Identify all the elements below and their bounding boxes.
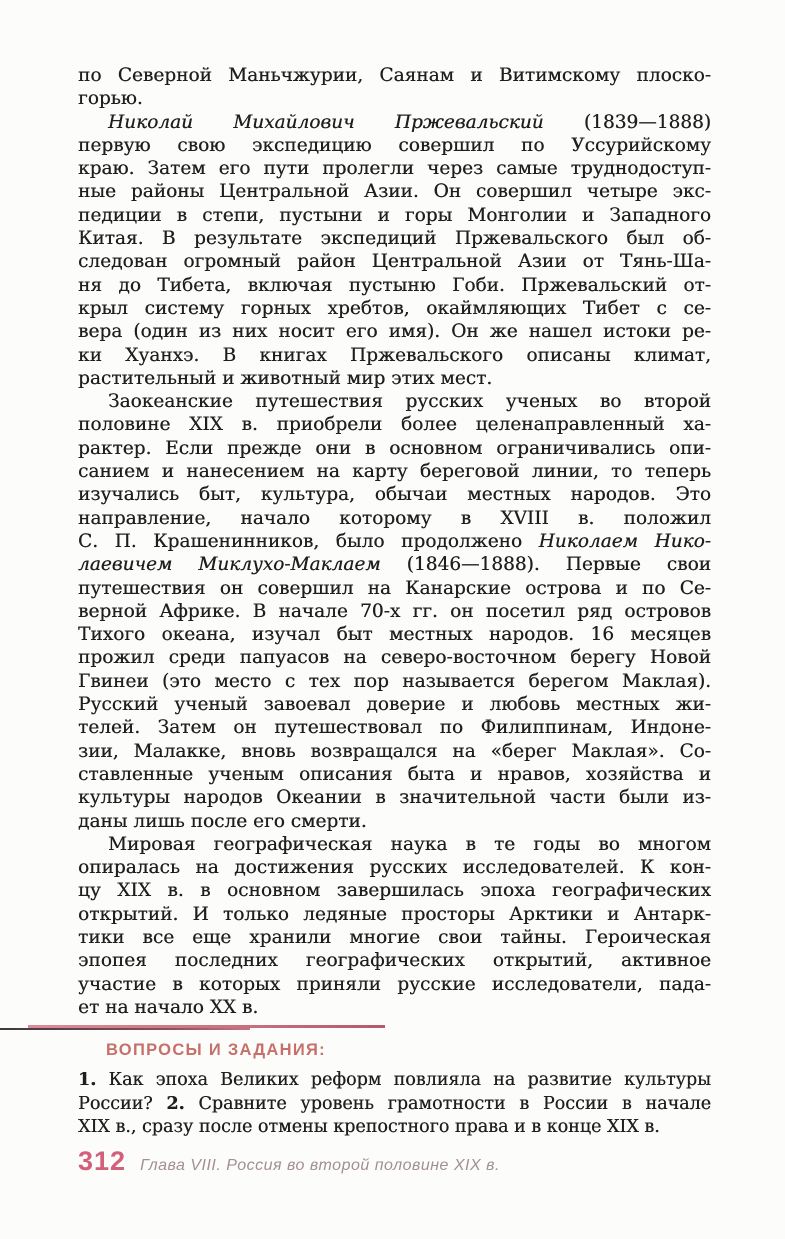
paragraph [78, 390, 711, 833]
text-line [78, 646, 711, 669]
text-segment: прожил среди папуасов на северо-восточном берегу Новой [78, 647, 711, 669]
text-line [78, 437, 711, 460]
text-line [78, 413, 711, 436]
text-line [78, 810, 711, 833]
text-line [78, 763, 711, 786]
text-line [78, 670, 711, 693]
text-line [78, 64, 711, 87]
text-line [78, 973, 711, 996]
text-segment: тики все еще хранили многие свои тайны. Героическая [78, 926, 711, 948]
text-segment: даны лишь после его смерти. [78, 810, 367, 832]
text-segment: вера (один из них носит его имя). Он же нашел истоки ре- [78, 321, 711, 343]
text-line [78, 693, 711, 716]
text-segment: краю. Затем его пути пролегли через самые труднодоступ- [78, 158, 711, 180]
text-segment: изучались быт, культура, обычаи местных народов. Это [78, 484, 711, 506]
text-segment: Гвинеи (это место с тех пор называется берегом Маклая). [78, 670, 711, 692]
text-segment: следован огромный район Центральной Азии от Тянь-Ша- [78, 251, 711, 273]
paragraph [78, 64, 711, 111]
text-line [78, 856, 711, 879]
text-line [78, 483, 711, 506]
text-segment: опиралась на достижения русских исследователей. К кон- [78, 857, 711, 879]
text-segment: 2. [166, 1093, 185, 1114]
text-segment: (1839—1888) [543, 111, 712, 133]
text-line [78, 949, 711, 972]
text-segment: эпопея последних географических открытий, активное [78, 950, 711, 972]
text-line [78, 460, 711, 483]
text-segment: Николаем Нико- [538, 530, 711, 552]
paragraph [78, 833, 711, 1019]
text-line [78, 157, 711, 180]
text-line [78, 367, 711, 390]
text-segment: первую свою экспедицию совершил по Уссурийскому [78, 134, 711, 156]
divider-line-dark [0, 1028, 250, 1030]
text-segment: зии, Малакке, вновь возвращался на «берег Маклая». Со- [78, 740, 711, 762]
text-line [78, 320, 711, 343]
text-line [78, 716, 711, 739]
text-line [78, 390, 711, 413]
text-line [78, 1116, 711, 1140]
text-segment: половине XIX в. приобрели более целенаправленный ха- [78, 414, 711, 436]
text-segment: по Северной Маньчжурии, Саянам и Витимскому плоско- [78, 65, 711, 86]
chapter-title: Глава VIII. Россия во второй половине XIX в. [140, 1157, 500, 1174]
section-divider-line [0, 1025, 385, 1031]
text-line [78, 879, 711, 902]
text-line [78, 903, 711, 926]
text-segment: ставленные ученым описания быта и нравов, хозяйства и [78, 763, 711, 785]
text-line [78, 833, 711, 856]
text-segment: верной Африке. В начале 70-х гг. он посетил ряд островов [78, 600, 711, 622]
text-line [78, 111, 711, 134]
text-segment: Мировая географическая наука в те годы во многом [108, 833, 711, 855]
text-segment: С. П. Крашенинников, было продолжено [78, 530, 539, 552]
text-line [78, 740, 711, 763]
text-line [78, 227, 711, 250]
text-segment: горью. [78, 88, 143, 110]
text-line [78, 87, 711, 110]
text-segment: Николай Михайлович Пржевальский [108, 111, 544, 133]
text-segment: рактер. Если прежде они в основном ограничивались опи- [78, 437, 711, 459]
text-segment: направление, начало которому в XVIII в. положил [78, 507, 711, 529]
text-line [78, 996, 711, 1019]
questions-text [78, 1069, 711, 1140]
text-line [78, 1093, 711, 1117]
text-segment: ня до Тибета, включая пустыню Гоби. Пржевальский от- [78, 274, 711, 296]
page-number: 312 [78, 1146, 127, 1176]
text-line [78, 600, 711, 623]
text-line [78, 926, 711, 949]
text-segment: педиции в степи, пустыни и горы Монголии и Западного [78, 204, 711, 226]
text-segment: цу XIX в. в основном завершилась эпоха географических [78, 880, 711, 902]
text-segment: 1. [78, 1070, 97, 1090]
text-segment: Китая. В результате экспедиций Пржевальского был об- [78, 228, 711, 250]
text-segment: ет на начало XX в. [78, 996, 259, 1018]
text-line [78, 274, 711, 297]
text-line [78, 134, 711, 157]
text-segment: участие в которых приняли русские исследователи, пада- [78, 973, 711, 995]
questions-heading: ВОПРОСЫ И ЗАДАНИЯ: [106, 1041, 326, 1059]
text-segment: (1846—1888). Первые свои [380, 554, 711, 576]
text-line [78, 507, 711, 530]
text-segment: Русский ученый завоевал доверие и любовь местных жи- [78, 694, 711, 716]
body-text [78, 64, 711, 1019]
text-segment: санием и нанесением на карту береговой линии, то теперь [78, 461, 711, 483]
text-segment: России? [78, 1093, 167, 1114]
text-line [78, 623, 711, 646]
text-segment: телей. Затем он путешествовал по Филиппинам, Индоне- [78, 717, 711, 739]
text-line [78, 250, 711, 273]
text-line [78, 180, 711, 203]
text-segment: лаевичем Миклухо-Маклаем [78, 554, 381, 576]
text-segment: Тихого океана, изучал быт местных народов. 16 месяцев [78, 624, 711, 646]
text-segment: культуры народов Океании в значительной части были из- [78, 787, 711, 809]
text-line [78, 297, 711, 320]
page-footer [78, 1146, 500, 1177]
text-segment: Сравните уровень грамотности в России в начале [184, 1093, 712, 1114]
text-line [78, 553, 711, 576]
text-segment: ные районы Центральной Азии. Он совершил четыре экс- [78, 181, 711, 203]
text-line [78, 577, 711, 600]
text-segment: крыл систему горных хребтов, окаймляющих Тибет с се- [78, 297, 711, 319]
text-line [78, 786, 711, 809]
text-segment: путешествия он совершил на Канарские острова и по Се- [78, 577, 711, 599]
text-segment: XIX в., сразу после отмены крепостного права и в конце XIX в. [78, 1117, 660, 1138]
text-line [78, 344, 711, 367]
text-line [78, 530, 711, 553]
text-segment: Как эпоха Великих реформ повлияла на развитие культуры [96, 1070, 711, 1090]
text-line [78, 204, 711, 227]
text-segment: открытий. И только ледяные просторы Арктики и Антарк- [78, 903, 711, 925]
text-segment: Заокеанские путешествия русских ученых во второй [108, 391, 711, 413]
paragraph [78, 111, 711, 391]
text-line [78, 1069, 711, 1093]
text-segment: растительный и животный мир этих мест. [78, 367, 493, 389]
text-segment: ки Хуанхэ. В книгах Пржевальского описаны климат, [78, 344, 711, 366]
